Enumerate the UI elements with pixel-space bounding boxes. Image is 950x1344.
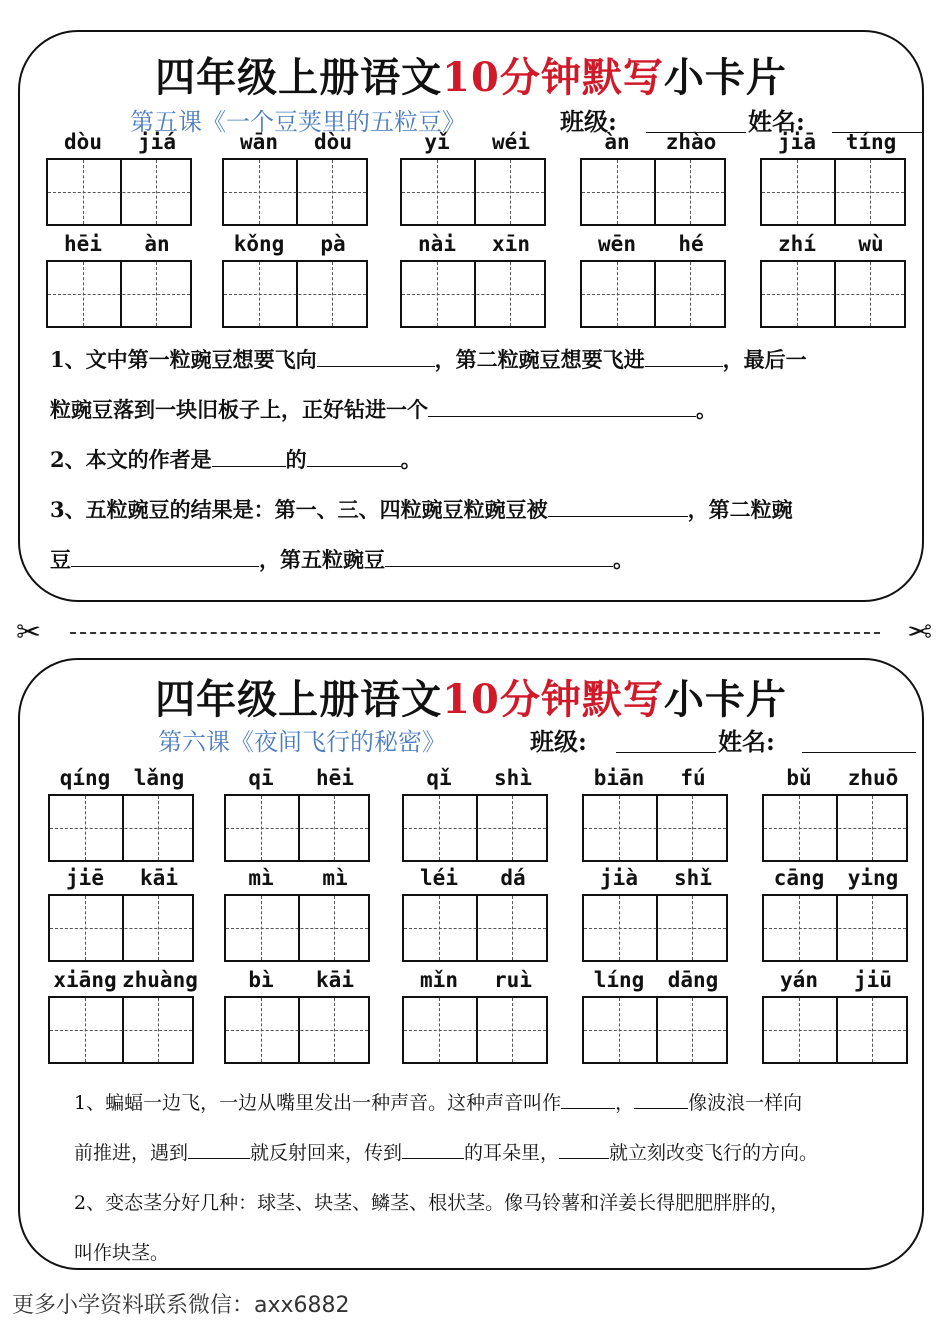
name-label: 姓名: bbox=[748, 107, 805, 136]
question-1-line-1: 1、蝙蝠一边飞，一边从嘴里发出一种声音。这种声音叫作 ， 像波浪一样向 bbox=[74, 1092, 803, 1114]
question-2-line-2: 叫作块茎。 bbox=[74, 1242, 170, 1264]
pinyin-label: qī bbox=[248, 766, 274, 790]
question-1-line-2: 粒豌豆落到一块旧板子上，正好钻进一个 。 bbox=[50, 397, 717, 422]
blank[interactable] bbox=[188, 1140, 250, 1159]
question-3-line-2: 豆 ，第五粒豌豆 。 bbox=[50, 547, 634, 572]
writing-boxes[interactable] bbox=[580, 158, 726, 226]
pinyin-label: wù bbox=[858, 232, 884, 256]
blank[interactable] bbox=[634, 1090, 688, 1109]
pinyin-label: jiū bbox=[854, 968, 892, 992]
writing-boxes[interactable] bbox=[402, 996, 548, 1064]
class-field[interactable] bbox=[616, 752, 716, 753]
pinyin-label: mǐn bbox=[420, 968, 458, 992]
writing-boxes[interactable] bbox=[760, 158, 906, 226]
pinyin-label: xīn bbox=[492, 232, 530, 256]
writing-boxes[interactable] bbox=[402, 794, 548, 862]
dashed-divider bbox=[70, 632, 880, 634]
blank[interactable] bbox=[548, 498, 688, 517]
question-2: 2、本文的作者是 的 。 bbox=[50, 447, 422, 472]
blank[interactable] bbox=[307, 448, 401, 467]
writing-boxes[interactable] bbox=[224, 996, 370, 1064]
pinyin-label: léi bbox=[420, 866, 458, 890]
question-3-line-1: 3、五粒豌豆的结果是：第一、三、四粒豌豆粒豌豆被 ，第二粒豌 bbox=[50, 497, 793, 522]
lesson-title: 第六课《夜间飞行的秘密》 bbox=[158, 728, 446, 756]
pinyin-label: àn bbox=[144, 232, 170, 256]
pinyin-label: wān bbox=[240, 130, 278, 154]
pinyin-label: xiāng bbox=[53, 968, 117, 992]
class-label: 班级: bbox=[530, 727, 587, 756]
writing-boxes[interactable] bbox=[48, 894, 194, 962]
pinyin-label: yán bbox=[780, 968, 818, 992]
blank[interactable] bbox=[402, 1140, 464, 1159]
pinyin-label: qǐ bbox=[426, 766, 452, 790]
pinyin-label: zhí bbox=[778, 232, 816, 256]
writing-boxes[interactable] bbox=[762, 794, 908, 862]
card-title: 四年级上册语文10分钟默写小卡片 bbox=[155, 54, 787, 101]
footer-contact: 更多小学资料联系微信：axx6882 bbox=[12, 1293, 350, 1318]
pinyin-label: yǐ bbox=[424, 130, 450, 154]
writing-boxes[interactable] bbox=[224, 894, 370, 962]
pinyin-label: ying bbox=[847, 866, 899, 890]
pinyin-label: wēn bbox=[598, 232, 636, 256]
writing-boxes[interactable] bbox=[48, 794, 194, 862]
writing-boxes[interactable] bbox=[222, 260, 368, 328]
name-label: 姓名: bbox=[718, 727, 775, 756]
writing-boxes[interactable] bbox=[760, 260, 906, 328]
pinyin-label: kāi bbox=[140, 866, 178, 890]
scissors-icon: ✂ bbox=[16, 615, 42, 650]
blank[interactable] bbox=[645, 348, 723, 367]
lesson-title: 第五课《一个豆荚里的五粒豆》 bbox=[130, 108, 466, 136]
pinyin-label: dāng bbox=[667, 968, 719, 992]
pinyin-label: hēi bbox=[316, 766, 354, 790]
cut-line bbox=[0, 615, 950, 650]
writing-boxes[interactable] bbox=[762, 894, 908, 962]
pinyin-label: fú bbox=[680, 766, 706, 790]
dictation-card-lesson-6 bbox=[18, 658, 924, 1270]
question-1-line-1: 1、文中第一粒豌豆想要飞向 ，第二粒豌豆想要飞进 ，最后一 bbox=[50, 347, 807, 372]
writing-boxes[interactable] bbox=[224, 794, 370, 862]
name-field[interactable] bbox=[802, 752, 916, 753]
pinyin-label: hēi bbox=[64, 232, 102, 256]
pinyin-label: kāi bbox=[316, 968, 354, 992]
blank[interactable] bbox=[561, 1090, 615, 1109]
writing-boxes[interactable] bbox=[46, 260, 192, 328]
pinyin-label: cāng bbox=[773, 866, 825, 890]
writing-boxes[interactable] bbox=[46, 158, 192, 226]
pinyin-label: mì bbox=[322, 866, 348, 890]
question-2-line-1: 2、变态茎分好几种：球茎、块茎、鳞茎、根状茎。像马铃薯和洋姜长得肥肥胖胖的， bbox=[74, 1192, 790, 1214]
pinyin-label: àn bbox=[604, 130, 630, 154]
pinyin-label: jiē bbox=[66, 866, 104, 890]
writing-boxes[interactable] bbox=[400, 260, 546, 328]
pinyin-label: shì bbox=[494, 766, 532, 790]
blank[interactable] bbox=[212, 448, 286, 467]
writing-boxes[interactable] bbox=[582, 794, 728, 862]
writing-boxes[interactable] bbox=[222, 158, 368, 226]
pinyin-label: ruì bbox=[494, 968, 532, 992]
pinyin-label: dòu bbox=[314, 130, 352, 154]
pinyin-label: bì bbox=[248, 968, 274, 992]
blank[interactable] bbox=[71, 548, 259, 567]
pinyin-label: jià bbox=[600, 866, 638, 890]
pinyin-label: wéi bbox=[492, 130, 530, 154]
pinyin-label: líng bbox=[593, 968, 645, 992]
pinyin-label: kǒng bbox=[233, 232, 285, 256]
pinyin-label: dòu bbox=[64, 130, 102, 154]
pinyin-label: tíng bbox=[845, 130, 897, 154]
blank[interactable] bbox=[317, 348, 435, 367]
dictation-card-lesson-5 bbox=[18, 30, 924, 602]
pinyin-label: bǔ bbox=[786, 766, 812, 790]
class-label: 班级: bbox=[560, 107, 617, 136]
scissors-icon: ✂ bbox=[906, 615, 932, 650]
pinyin-label: jiá bbox=[138, 130, 176, 154]
blank[interactable] bbox=[385, 548, 613, 567]
pinyin-label: pà bbox=[320, 232, 346, 256]
pinyin-label: qíng bbox=[59, 766, 111, 790]
blank[interactable] bbox=[428, 398, 696, 417]
pinyin-label: shǐ bbox=[674, 866, 712, 890]
pinyin-label: biān bbox=[593, 766, 645, 790]
pinyin-label: nài bbox=[418, 232, 456, 256]
writing-boxes[interactable] bbox=[582, 894, 728, 962]
pinyin-label: dá bbox=[500, 866, 526, 890]
pinyin-label: zhuō bbox=[847, 766, 899, 790]
card-title: 四年级上册语文10分钟默写小卡片 bbox=[155, 676, 787, 723]
pinyin-label: zhuàng bbox=[122, 968, 198, 992]
question-1-line-2: 前推进，遇到 就反射回来，传到 的耳朵里， 就立刻改变飞行的方向。 bbox=[74, 1142, 819, 1164]
writing-boxes[interactable] bbox=[580, 260, 726, 328]
writing-boxes[interactable] bbox=[402, 894, 548, 962]
pinyin-label: lǎng bbox=[133, 766, 185, 790]
blank[interactable] bbox=[559, 1140, 609, 1159]
pinyin-label: zhào bbox=[665, 130, 717, 154]
pinyin-label: hé bbox=[678, 232, 704, 256]
pinyin-label: jiā bbox=[778, 130, 816, 154]
writing-boxes[interactable] bbox=[762, 996, 908, 1064]
pinyin-label: mì bbox=[248, 866, 274, 890]
writing-boxes[interactable] bbox=[400, 158, 546, 226]
writing-boxes[interactable] bbox=[48, 996, 194, 1064]
writing-boxes[interactable] bbox=[582, 996, 728, 1064]
